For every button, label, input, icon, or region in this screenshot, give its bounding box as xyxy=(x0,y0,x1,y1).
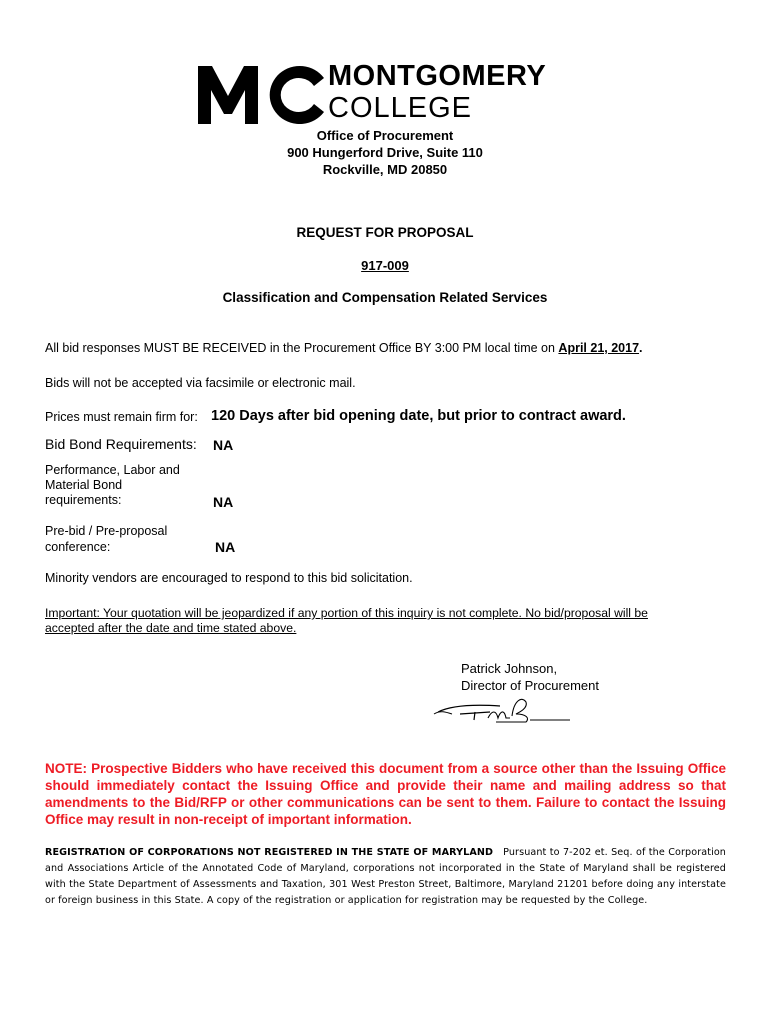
prebid-label-line-2: conference: xyxy=(45,540,111,554)
handwritten-signature xyxy=(430,692,580,728)
performance-bond-label-line-1: Performance, Labor and xyxy=(45,463,180,477)
address-line-1: 900 Hungerford Drive, Suite 110 xyxy=(287,145,483,160)
signatory-name: Patrick Johnson, xyxy=(461,661,558,676)
performance-bond-label xyxy=(45,463,180,508)
prices-label: Prices must remain firm for: xyxy=(45,410,198,424)
no-fax-statement: Bids will not be accepted via facsimile or electronic mail. xyxy=(45,376,356,390)
logo-text-college: COLLEGE xyxy=(328,92,472,124)
registration-paragraph xyxy=(45,845,726,909)
minority-statement: Minority vendors are encouraged to respond to this bid solicitation. xyxy=(45,571,413,585)
document-heading: REQUEST FOR PROPOSAL xyxy=(296,225,474,240)
address-line-2: Rockville, MD 20850 xyxy=(322,162,448,177)
mc-monogram-icon xyxy=(198,64,326,126)
important-notice-line-1: Important: Your quotation will be jeopardized if any portion of this inquiry is not complete. No bid/proposal will be xyxy=(45,606,648,620)
college-logo xyxy=(198,62,578,132)
office-name: Office of Procurement xyxy=(316,128,454,143)
registration-heading: REGISTRATION OF CORPORATIONS NOT REGISTERED IN THE STATE OF MARYLAND xyxy=(45,847,494,858)
performance-bond-label-line-3: requirements: xyxy=(45,493,122,507)
logo-text-montgomery: MONTGOMERY xyxy=(328,60,547,92)
deadline-statement xyxy=(45,341,643,355)
rfp-subject: Classification and Compensation Related Services xyxy=(222,290,548,305)
prebid-value: NA xyxy=(215,539,236,555)
registration-text: Pursuant to 7-202 et. Seq. of the Corporation and Associations Article of the Annotated Code of Maryland, corporations not incorporated in the State of Maryland shall be registered with the State Department of Assessments and Taxation, 301 West Preston Street, Baltimore, Maryland 21201 before doing any interstate or foreign business in this State. A copy of the registration or application for registration may be requested by the College. xyxy=(45,847,726,906)
important-notice-line-2: accepted after the date and time stated above. xyxy=(45,621,297,635)
bid-bond-label: Bid Bond Requirements: xyxy=(45,436,197,452)
deadline-date: April 21, 2017 xyxy=(558,341,640,355)
important-notice xyxy=(45,606,648,636)
deadline-suffix: . xyxy=(639,341,643,355)
signatory-title: Director of Procurement xyxy=(461,678,599,693)
deadline-prefix: All bid responses MUST BE RECEIVED in the Procurement Office BY 3:00 PM local time on xyxy=(45,341,559,355)
prebid-label-line-1: Pre-bid / Pre-proposal xyxy=(45,524,168,538)
prices-value: 120 Days after bid opening date, but prior to contract award. xyxy=(211,408,626,424)
bidder-note: NOTE: Prospective Bidders who have received this document from a source other than the Issuing Office should immediately contact the Issuing Office and provide their name and mailing address so that amendments to the Bid/RFP or other communications can be sent to them. Failure to contact the Issuing Office may result in non-receipt of important information. xyxy=(45,761,726,827)
rfp-number: 917-009 xyxy=(361,258,409,273)
performance-bond-label-line-2: Material Bond xyxy=(45,478,123,492)
prebid-label xyxy=(45,523,167,555)
signatory xyxy=(461,660,599,694)
performance-bond-value: NA xyxy=(213,494,234,510)
address-block xyxy=(0,127,770,178)
bid-bond-value: NA xyxy=(213,437,234,453)
